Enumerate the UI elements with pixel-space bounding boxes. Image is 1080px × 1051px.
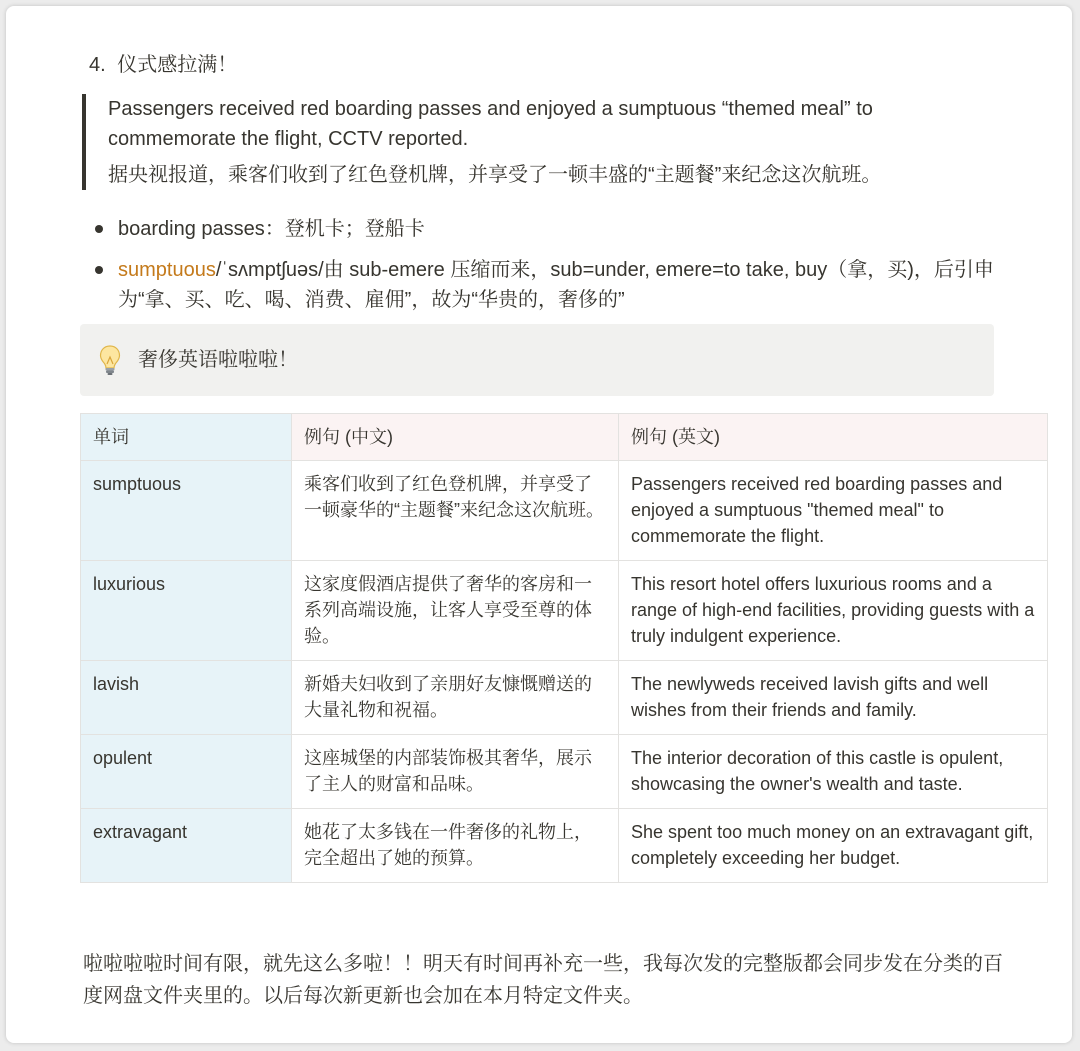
section-heading xyxy=(89,50,237,80)
word-cell: lavish xyxy=(81,661,292,735)
word-cell: luxurious xyxy=(81,561,292,661)
list-item xyxy=(94,255,994,315)
bullet-dot-icon xyxy=(95,225,103,233)
quote-chinese: 据央视报道，乘客们收到了红色登机牌，并享受了一顿丰盛的“主题餐”来纪念这次航班。 xyxy=(108,164,882,186)
column-header: 例句 (英文) xyxy=(619,414,1048,461)
bullet-text: boarding passes：登机卡；登船卡 xyxy=(118,218,425,240)
chinese-example-cell: 新婚夫妇收到了亲朋好友慷慨赠送的大量礼物和祝福。 xyxy=(292,661,619,735)
word-cell: sumptuous xyxy=(81,461,292,561)
english-example-cell: She spent too much money on an extravagant gift, completely exceeding her budget. xyxy=(619,809,1048,883)
table-row xyxy=(81,661,1048,735)
chinese-example-cell: 乘客们收到了红色登机牌，并享受了一顿豪华的“主题餐”来纪念这次航班。 xyxy=(292,461,619,561)
english-example-cell: The interior decoration of this castle is opulent, showcasing the owner's wealth and taste. xyxy=(619,735,1048,809)
chinese-example-cell: 这家度假酒店提供了奢华的客房和一系列高端设施，让客人享受至尊的体验。 xyxy=(292,561,619,661)
word-cell: opulent xyxy=(81,735,292,809)
callout-box xyxy=(80,324,994,396)
bullet-list xyxy=(94,214,994,326)
english-example-cell: This resort hotel offers luxurious rooms and a range of high-end facilities, providing guests with a truly indulgent experience. xyxy=(619,561,1048,661)
table-row xyxy=(81,809,1048,883)
table-row xyxy=(81,561,1048,661)
english-example-cell: The newlyweds received lavish gifts and well wishes from their friends and family. xyxy=(619,661,1048,735)
table-row xyxy=(81,461,1048,561)
heading-text: 仪式感拉满！ xyxy=(117,54,238,76)
bullet-dot-icon xyxy=(95,266,103,274)
word-cell: extravagant xyxy=(81,809,292,883)
article-card xyxy=(6,6,1072,1043)
lightbulb-icon xyxy=(98,344,122,376)
bullet-text: /ˈsʌmptʃuəs/由 sub-emere 压缩而来，sub=under, emere=to take, buy（拿，买)，后引申为“拿、买、吃、喝、消费、雇佣”，故为“华贵的，奢侈的” xyxy=(118,259,994,311)
callout-text: 奢侈英语啦啦啦！ xyxy=(138,349,298,371)
chinese-example-cell: 她花了太多钱在一件奢侈的礼物上，完全超出了她的预算。 xyxy=(292,809,619,883)
list-item xyxy=(94,214,994,244)
quote-block xyxy=(82,94,968,190)
table-row xyxy=(81,735,1048,809)
column-header: 单词 xyxy=(81,414,292,461)
article-content xyxy=(6,6,1072,1043)
chinese-example-cell: 这座城堡的内部装饰极其奢华，展示了主人的财富和品味。 xyxy=(292,735,619,809)
quote-english: Passengers received red boarding passes and enjoyed a sumptuous “themed meal” to commemorate the flight, CCTV reported. xyxy=(108,98,873,150)
heading-number: 4. xyxy=(89,54,106,76)
vocabulary-table xyxy=(80,413,1048,883)
highlighted-word: sumptuous xyxy=(118,259,216,281)
closing-paragraph: 啦啦啦啦时间有限，就先这么多啦！！明天有时间再补充一些，我每次发的完整版都会同步发在分类的百度网盘文件夹里的。以后每次新更新也会加在本月特定文件夹。 xyxy=(83,953,1003,1007)
table-header-row xyxy=(81,414,1048,461)
column-header: 例句 (中文) xyxy=(292,414,619,461)
english-example-cell: Passengers received red boarding passes and enjoyed a sumptuous "themed meal" to commemorate the flight. xyxy=(619,461,1048,561)
